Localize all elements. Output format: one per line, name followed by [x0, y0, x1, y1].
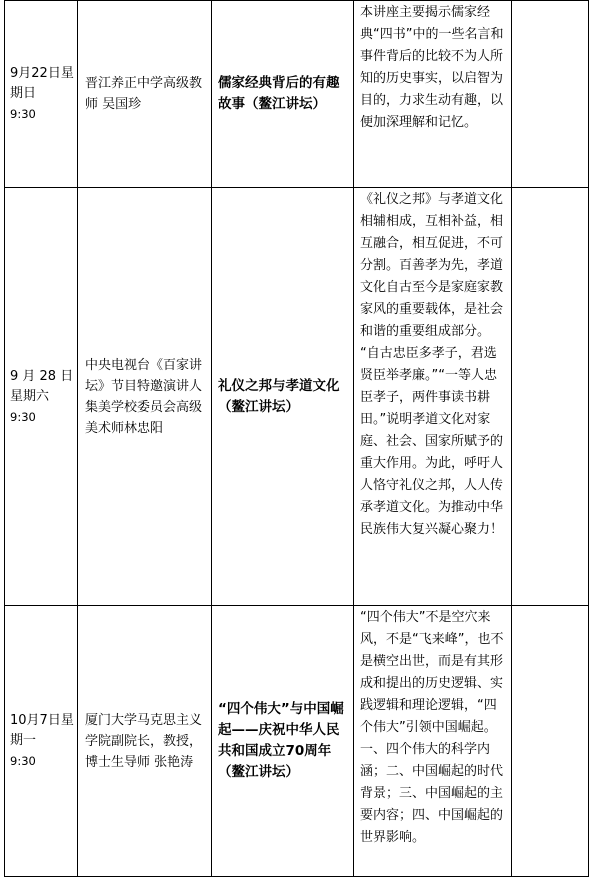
table-row — [5, 606, 589, 877]
description-paragraph: 本讲座主要揭示儒家经典“四书”中的一些名言和事件背后的比较不为人所知的历史事实，以启智为目的，力求生动有趣，以便加深理解和记忆。 — [360, 5, 504, 130]
lecture-title-cell: “四个伟大”与中国崛起——庆祝中华人民共和国成立70周年（鳌江讲坛） — [212, 606, 354, 877]
empty-cell — [512, 188, 589, 606]
date-text: 9月22日星期日 — [10, 66, 74, 101]
date-cell — [5, 606, 78, 877]
description-cell — [354, 188, 512, 606]
schedule-table — [4, 0, 589, 877]
table-row — [5, 188, 589, 606]
lecture-title-cell: 礼仪之邦与孝道文化（鳌江讲坛） — [212, 188, 354, 606]
description-paragraph: “自古忠臣多孝子，君选贤臣举孝廉。”“一等人忠臣孝子，两件事读书耕田。”说明孝道文化对家庭、社会、国家所赋予的重大作用。为此，呼吁人人恪守礼仪之邦，人人传承孝道文化。为推动中华民族伟大复兴凝心聚力！ — [360, 346, 504, 537]
date-cell — [5, 1, 78, 188]
empty-cell — [512, 1, 589, 188]
speaker-cell: 中央电视台《百家讲坛》节目特邀演讲人 集美学校委员会高级美术师林忠阳 — [78, 188, 212, 606]
date-text: 10月7日星期一 — [10, 713, 74, 748]
empty-cell — [512, 606, 589, 877]
description-paragraph: “四个伟大”不是空穴来风，不是“飞来峰”，也不是横空出世，而是有其形成和提出的历史逻辑、实践逻辑和理论逻辑，“四个伟大”引领中国崛起。一、四个伟大的科学内涵；二、中国崛起的时代背景；三、中国崛起的主要内容；四、中国崛起的世界影响。 — [360, 610, 504, 845]
date-text: 9 月 28 日 星期六 — [10, 368, 74, 404]
time-text: 9:30 — [10, 754, 36, 768]
date-cell — [5, 188, 78, 606]
description-cell — [354, 1, 512, 188]
description-paragraph: 《礼仪之邦》与孝道文化相辅相成，互相补益，相互融合，相互促进，不可分割。百善孝为先，孝道文化自古至今是家庭家教家风的重要载体，是社会和谐的重要组成部分。 — [360, 192, 504, 339]
speaker-cell: 晋江养正中学高级教师 吴国珍 — [78, 1, 212, 188]
speaker-cell: 厦门大学马克思主义学院副院长，教授，博士生导师 张艳涛 — [78, 606, 212, 877]
time-text: 9:30 — [10, 409, 36, 424]
description-cell — [354, 606, 512, 877]
time-text: 9:30 — [10, 107, 36, 121]
table-row — [5, 1, 589, 188]
lecture-title-cell: 儒家经典背后的有趣故事（鳌江讲坛） — [212, 1, 354, 188]
